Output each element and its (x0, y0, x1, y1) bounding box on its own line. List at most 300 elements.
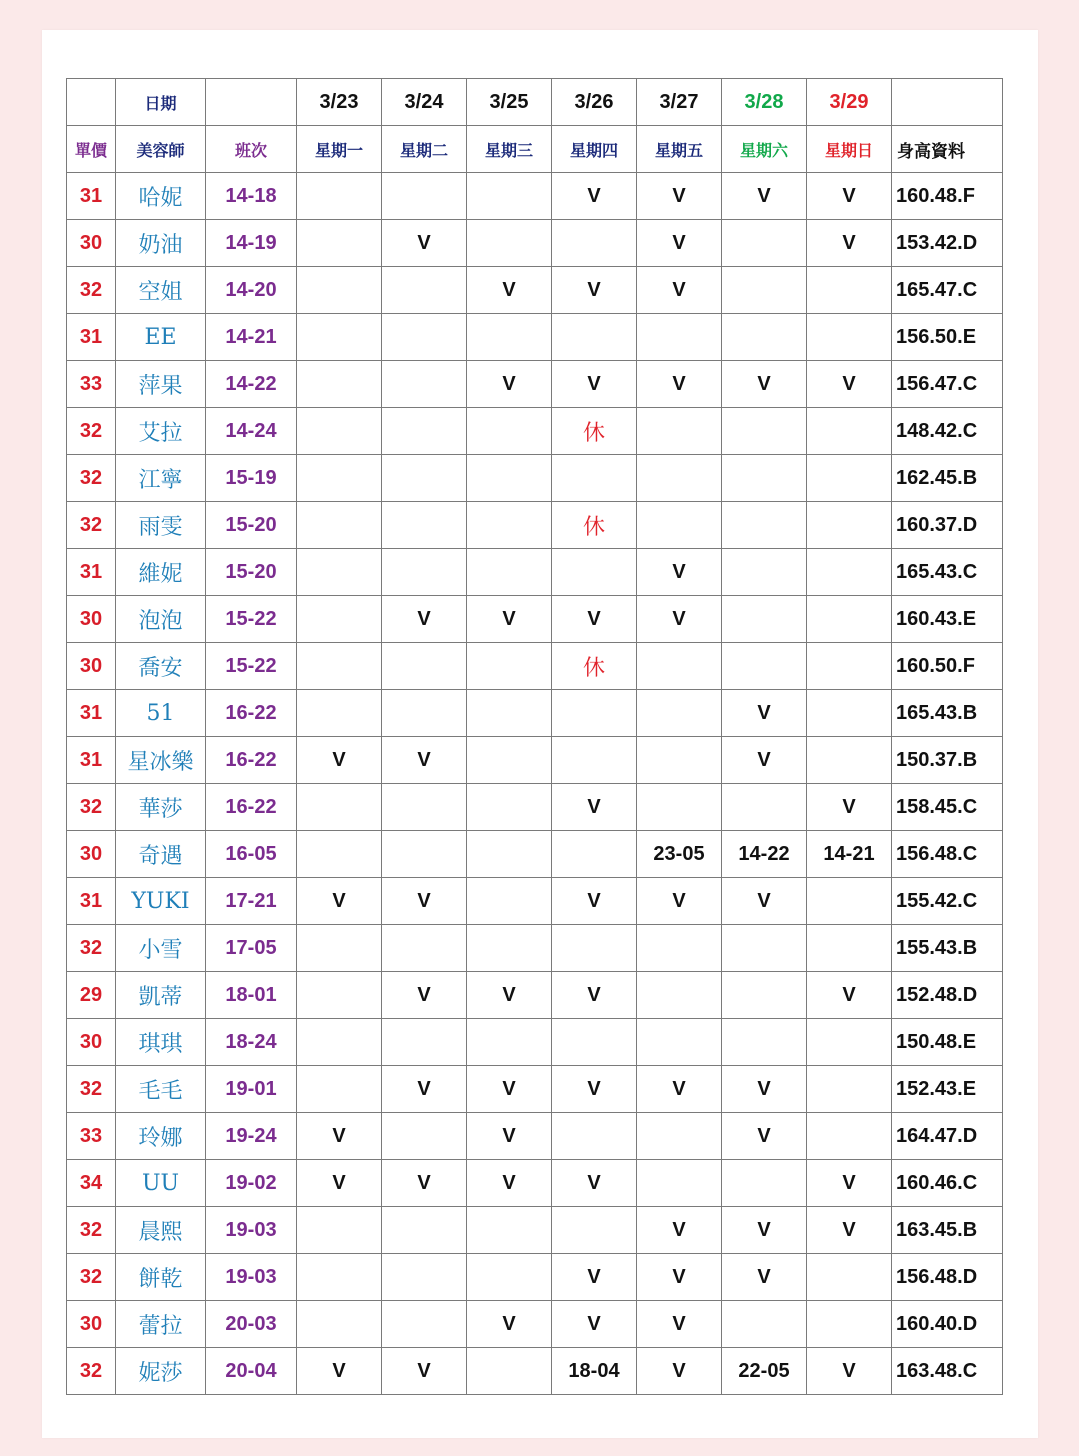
day-cell (297, 408, 382, 455)
day-cell (552, 220, 637, 267)
day-cell (722, 314, 807, 361)
beautician-name-cell: 泡泡 (116, 596, 206, 643)
header-blank-cell (67, 79, 116, 126)
table-row (67, 831, 1003, 878)
day-cell: V (637, 220, 722, 267)
height-cell: 164.47.D (892, 1113, 1003, 1160)
day-cell: V (807, 220, 892, 267)
day-cell (382, 408, 467, 455)
day-cell (807, 1301, 892, 1348)
beautician-name-cell: 空姐 (116, 267, 206, 314)
shift-cell: 16-22 (206, 690, 297, 737)
day-cell (382, 361, 467, 408)
day-cell: V (722, 173, 807, 220)
height-cell: 160.43.E (892, 596, 1003, 643)
shift-cell: 16-22 (206, 737, 297, 784)
day-cell (637, 925, 722, 972)
shift-cell: 14-22 (206, 361, 297, 408)
shift-cell: 19-02 (206, 1160, 297, 1207)
day-cell (637, 1160, 722, 1207)
day-cell (807, 737, 892, 784)
weekday-header: 星期一 (297, 126, 382, 173)
day-cell (722, 643, 807, 690)
day-cell: V (467, 1301, 552, 1348)
day-cell (467, 408, 552, 455)
height-cell: 156.48.D (892, 1254, 1003, 1301)
day-cell (382, 1113, 467, 1160)
beautician-name-cell: 喬安 (116, 643, 206, 690)
day-cell (807, 1019, 892, 1066)
day-cell (297, 173, 382, 220)
header-blank-cell (892, 79, 1003, 126)
height-cell: 162.45.B (892, 455, 1003, 502)
table-row (67, 596, 1003, 643)
day-cell (467, 220, 552, 267)
day-cell (552, 1207, 637, 1254)
day-cell (467, 737, 552, 784)
day-cell (297, 361, 382, 408)
day-cell: V (722, 1113, 807, 1160)
price-cell: 33 (67, 361, 116, 408)
day-cell (382, 1254, 467, 1301)
shift-cell: 16-05 (206, 831, 297, 878)
day-cell: V (552, 1160, 637, 1207)
beautician-name-cell: 奶油 (116, 220, 206, 267)
day-cell (382, 1019, 467, 1066)
price-cell: 31 (67, 314, 116, 361)
shift-cell: 15-22 (206, 643, 297, 690)
beautician-name-cell: 萍果 (116, 361, 206, 408)
day-cell (297, 1301, 382, 1348)
beautician-name-cell: 毛毛 (116, 1066, 206, 1113)
day-cell (552, 455, 637, 502)
shift-cell: 19-24 (206, 1113, 297, 1160)
day-cell (552, 925, 637, 972)
day-cell: V (467, 596, 552, 643)
day-cell (297, 502, 382, 549)
day-cell (552, 737, 637, 784)
day-cell: V (807, 1207, 892, 1254)
table-row (67, 784, 1003, 831)
day-cell (467, 314, 552, 361)
beautician-name-cell: 艾拉 (116, 408, 206, 455)
day-cell (382, 925, 467, 972)
height-cell: 150.37.B (892, 737, 1003, 784)
table-row (67, 925, 1003, 972)
day-cell (722, 455, 807, 502)
day-cell: 18-04 (552, 1348, 637, 1395)
day-cell: V (382, 1066, 467, 1113)
day-cell: V (807, 1160, 892, 1207)
table-row (67, 502, 1003, 549)
height-cell: 155.43.B (892, 925, 1003, 972)
beautician-name-cell: 餅乾 (116, 1254, 206, 1301)
day-cell (297, 690, 382, 737)
day-cell: V (722, 1254, 807, 1301)
day-cell (722, 784, 807, 831)
day-cell (637, 1113, 722, 1160)
beautician-name-cell: 華莎 (116, 784, 206, 831)
day-cell: V (382, 596, 467, 643)
height-cell: 160.37.D (892, 502, 1003, 549)
table-row (67, 1066, 1003, 1113)
day-cell: V (722, 878, 807, 925)
date-header: 3/27 (637, 79, 722, 126)
price-cell: 32 (67, 502, 116, 549)
beautician-name-cell: 小雪 (116, 925, 206, 972)
height-cell: 153.42.D (892, 220, 1003, 267)
day-cell (297, 784, 382, 831)
date-label: 日期 (116, 79, 206, 126)
day-cell (467, 784, 552, 831)
day-cell (807, 455, 892, 502)
price-cell: 30 (67, 220, 116, 267)
header-blank-cell (206, 79, 297, 126)
schedule-sheet (42, 30, 1038, 1438)
day-cell: V (382, 220, 467, 267)
day-cell (382, 455, 467, 502)
day-cell: V (637, 361, 722, 408)
day-cell: V (552, 267, 637, 314)
shift-cell: 14-18 (206, 173, 297, 220)
shift-label: 班次 (206, 126, 297, 173)
day-cell: V (467, 1113, 552, 1160)
day-cell: V (807, 784, 892, 831)
day-cell: V (552, 173, 637, 220)
day-cell (467, 1019, 552, 1066)
day-cell (382, 831, 467, 878)
beautician-name-cell: 晨熙 (116, 1207, 206, 1254)
height-cell: 163.45.B (892, 1207, 1003, 1254)
day-cell: V (637, 173, 722, 220)
day-cell (807, 502, 892, 549)
day-cell (722, 596, 807, 643)
day-cell (382, 784, 467, 831)
height-cell: 156.48.C (892, 831, 1003, 878)
day-cell (722, 972, 807, 1019)
day-cell (467, 1348, 552, 1395)
date-header: 3/23 (297, 79, 382, 126)
day-cell (382, 314, 467, 361)
day-cell: V (382, 972, 467, 1019)
table-row (67, 1301, 1003, 1348)
day-cell (552, 831, 637, 878)
day-cell (382, 643, 467, 690)
beautician-name-cell: 維妮 (116, 549, 206, 596)
day-cell (637, 784, 722, 831)
date-header: 3/25 (467, 79, 552, 126)
day-cell: V (297, 1113, 382, 1160)
price-cell: 31 (67, 549, 116, 596)
day-cell (297, 1019, 382, 1066)
height-cell: 165.43.B (892, 690, 1003, 737)
day-cell: V (807, 1348, 892, 1395)
shift-cell: 16-22 (206, 784, 297, 831)
day-cell (297, 1066, 382, 1113)
day-cell (552, 549, 637, 596)
height-cell: 156.47.C (892, 361, 1003, 408)
height-cell: 165.47.C (892, 267, 1003, 314)
day-cell: 14-21 (807, 831, 892, 878)
height-cell: 160.50.F (892, 643, 1003, 690)
day-cell (637, 502, 722, 549)
height-cell: 160.40.D (892, 1301, 1003, 1348)
price-cell: 31 (67, 737, 116, 784)
beautician-name-cell: 星冰樂 (116, 737, 206, 784)
day-cell: V (637, 1207, 722, 1254)
table-row (67, 408, 1003, 455)
day-cell (722, 220, 807, 267)
table-row (67, 1348, 1003, 1395)
shift-cell: 14-19 (206, 220, 297, 267)
day-cell (637, 643, 722, 690)
beautician-name-cell: 玲娜 (116, 1113, 206, 1160)
beautician-name-cell: 凱蒂 (116, 972, 206, 1019)
day-cell (382, 549, 467, 596)
day-cell: V (637, 1066, 722, 1113)
price-cell: 29 (67, 972, 116, 1019)
beautician-name-cell: 雨雯 (116, 502, 206, 549)
day-cell: V (467, 267, 552, 314)
price-cell: 32 (67, 1348, 116, 1395)
table-row (67, 1160, 1003, 1207)
day-cell (807, 314, 892, 361)
weekday-header-sunday: 星期日 (807, 126, 892, 173)
day-cell (297, 972, 382, 1019)
day-cell (297, 596, 382, 643)
height-cell: 156.50.E (892, 314, 1003, 361)
shift-cell: 20-04 (206, 1348, 297, 1395)
day-cell (382, 267, 467, 314)
height-cell: 165.43.C (892, 549, 1003, 596)
day-cell (637, 737, 722, 784)
date-header-saturday: 3/28 (722, 79, 807, 126)
shift-cell: 19-03 (206, 1207, 297, 1254)
height-cell: 152.43.E (892, 1066, 1003, 1113)
beautician-name-cell: 妮莎 (116, 1348, 206, 1395)
day-cell (807, 549, 892, 596)
day-cell (722, 267, 807, 314)
day-cell (382, 502, 467, 549)
price-cell: 32 (67, 1254, 116, 1301)
date-header: 3/26 (552, 79, 637, 126)
day-cell: V (722, 1066, 807, 1113)
shift-cell: 20-03 (206, 1301, 297, 1348)
day-cell (637, 690, 722, 737)
day-cell (722, 1160, 807, 1207)
day-cell (297, 925, 382, 972)
day-cell (467, 502, 552, 549)
shift-cell: 18-01 (206, 972, 297, 1019)
weekday-header: 星期四 (552, 126, 637, 173)
day-cell (807, 1254, 892, 1301)
day-cell (807, 596, 892, 643)
day-cell: 23-05 (637, 831, 722, 878)
day-cell (297, 549, 382, 596)
beautician-name-cell: EE (116, 314, 206, 361)
day-cell: 休 (552, 502, 637, 549)
shift-cell: 14-21 (206, 314, 297, 361)
day-cell: V (637, 549, 722, 596)
day-cell (807, 408, 892, 455)
day-cell (722, 925, 807, 972)
day-cell: V (722, 1207, 807, 1254)
table-row (67, 173, 1003, 220)
height-cell: 160.46.C (892, 1160, 1003, 1207)
day-cell (637, 408, 722, 455)
table-row (67, 314, 1003, 361)
date-header: 3/24 (382, 79, 467, 126)
table-row (67, 737, 1003, 784)
day-cell (467, 1207, 552, 1254)
weekday-header: 星期三 (467, 126, 552, 173)
day-cell (552, 1019, 637, 1066)
day-cell: V (297, 1348, 382, 1395)
day-cell (637, 314, 722, 361)
day-cell (382, 1207, 467, 1254)
day-cell (297, 1254, 382, 1301)
day-cell (807, 878, 892, 925)
day-cell: V (297, 737, 382, 784)
beautician-name-cell: YUKI (116, 878, 206, 925)
price-cell: 32 (67, 267, 116, 314)
header-weekday-row (67, 126, 1003, 173)
day-cell: V (552, 1301, 637, 1348)
price-cell: 31 (67, 690, 116, 737)
day-cell (722, 1301, 807, 1348)
shift-cell: 15-20 (206, 549, 297, 596)
height-cell: 160.48.F (892, 173, 1003, 220)
day-cell: V (552, 1066, 637, 1113)
day-cell: V (637, 267, 722, 314)
day-cell (467, 643, 552, 690)
day-cell (722, 502, 807, 549)
day-cell (552, 1113, 637, 1160)
table-row (67, 549, 1003, 596)
day-cell: 22-05 (722, 1348, 807, 1395)
day-cell (467, 690, 552, 737)
shift-cell: 15-19 (206, 455, 297, 502)
day-cell: V (467, 1066, 552, 1113)
price-cell: 30 (67, 596, 116, 643)
day-cell (637, 972, 722, 1019)
day-cell (807, 1066, 892, 1113)
beautician-name-cell: UU (116, 1160, 206, 1207)
price-cell: 32 (67, 408, 116, 455)
day-cell: V (552, 361, 637, 408)
table-row (67, 1207, 1003, 1254)
day-cell (297, 267, 382, 314)
day-cell (297, 831, 382, 878)
day-cell: V (552, 784, 637, 831)
price-label: 單價 (67, 126, 116, 173)
day-cell: 14-22 (722, 831, 807, 878)
day-cell (722, 1019, 807, 1066)
height-cell: 150.48.E (892, 1019, 1003, 1066)
day-cell (637, 1019, 722, 1066)
schedule-table (66, 78, 1003, 1395)
day-cell (807, 690, 892, 737)
shift-cell: 15-22 (206, 596, 297, 643)
day-cell: V (552, 1254, 637, 1301)
shift-cell: 19-03 (206, 1254, 297, 1301)
day-cell: V (637, 1348, 722, 1395)
price-cell: 34 (67, 1160, 116, 1207)
beautician-label: 美容師 (116, 126, 206, 173)
day-cell: V (637, 1301, 722, 1348)
price-cell: 32 (67, 784, 116, 831)
shift-cell: 14-20 (206, 267, 297, 314)
price-cell: 30 (67, 643, 116, 690)
day-cell (467, 549, 552, 596)
day-cell: V (722, 737, 807, 784)
table-row (67, 972, 1003, 1019)
day-cell (467, 878, 552, 925)
shift-cell: 17-21 (206, 878, 297, 925)
shift-cell: 15-20 (206, 502, 297, 549)
beautician-name-cell: 江寧 (116, 455, 206, 502)
day-cell: V (722, 690, 807, 737)
height-label: 身高資料 (892, 126, 1003, 173)
day-cell (807, 1113, 892, 1160)
day-cell (297, 1207, 382, 1254)
day-cell (467, 831, 552, 878)
price-cell: 32 (67, 1207, 116, 1254)
price-cell: 32 (67, 925, 116, 972)
table-row (67, 455, 1003, 502)
day-cell: V (637, 596, 722, 643)
shift-cell: 18-24 (206, 1019, 297, 1066)
height-cell: 155.42.C (892, 878, 1003, 925)
day-cell: V (382, 878, 467, 925)
beautician-name-cell: 奇遇 (116, 831, 206, 878)
table-row (67, 1113, 1003, 1160)
day-cell: V (722, 361, 807, 408)
day-cell: V (552, 972, 637, 1019)
day-cell: V (637, 1254, 722, 1301)
weekday-header: 星期二 (382, 126, 467, 173)
shift-cell: 19-01 (206, 1066, 297, 1113)
table-row (67, 220, 1003, 267)
price-cell: 30 (67, 1019, 116, 1066)
day-cell (807, 643, 892, 690)
price-cell: 32 (67, 455, 116, 502)
day-cell: V (382, 737, 467, 784)
day-cell: V (382, 1348, 467, 1395)
table-row (67, 878, 1003, 925)
height-cell: 148.42.C (892, 408, 1003, 455)
table-row (67, 643, 1003, 690)
shift-cell: 14-24 (206, 408, 297, 455)
beautician-name-cell: 蕾拉 (116, 1301, 206, 1348)
day-cell (637, 455, 722, 502)
height-cell: 152.48.D (892, 972, 1003, 1019)
day-cell: V (637, 878, 722, 925)
day-cell (552, 314, 637, 361)
height-cell: 163.48.C (892, 1348, 1003, 1395)
price-cell: 30 (67, 1301, 116, 1348)
day-cell (722, 408, 807, 455)
day-cell: V (467, 972, 552, 1019)
price-cell: 30 (67, 831, 116, 878)
day-cell: 休 (552, 408, 637, 455)
day-cell: V (807, 173, 892, 220)
day-cell (807, 925, 892, 972)
table-row (67, 1254, 1003, 1301)
day-cell: V (297, 1160, 382, 1207)
beautician-name-cell: 51 (116, 690, 206, 737)
day-cell (297, 643, 382, 690)
